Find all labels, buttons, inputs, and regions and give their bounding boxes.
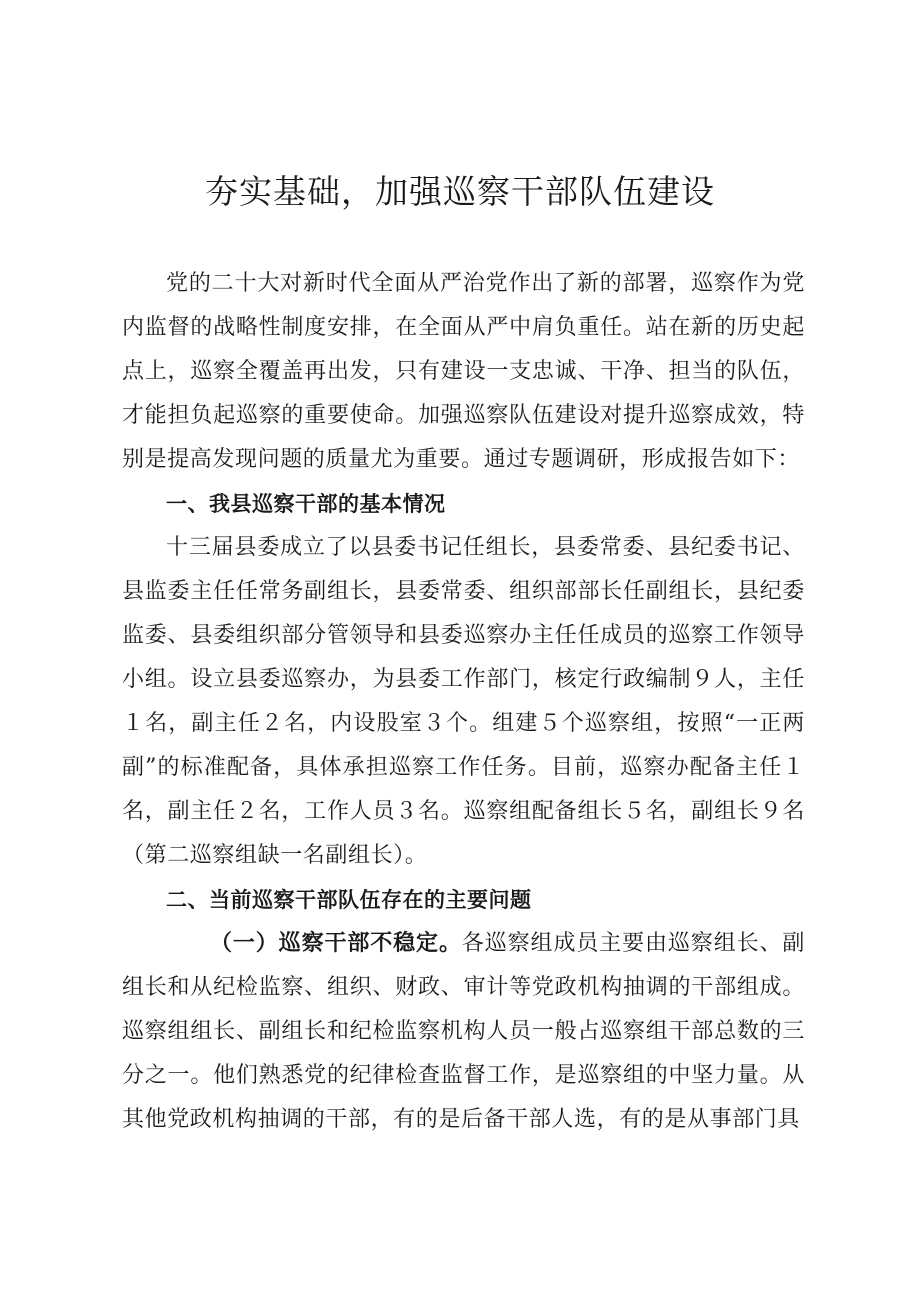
section-2-sub-1-lead: （一）巡察干部不稳定。: [210, 931, 462, 956]
section-2-sub-1-paragraph: [122, 922, 805, 1142]
document-title: 夯实基础，加强巡察干部队伍建设: [205, 172, 715, 211]
document-body: [122, 262, 805, 1142]
section-2-sub-1-text: 各巡察组成员主要由巡察组长、副组长和从纪检监察、组织、财政、审计等党政机构抽调的干部组成。巡察组组长、副组长和纪检监察机构人员一般占巡察组干部总数的三分之一。他们熟悉党的纪律检查监督工作，是巡察组的中坚力量。从其他党政机构抽调的干部，有的是后备干部人选，有的是从事部门具: [122, 931, 805, 1132]
intro-paragraph: 党的二十大对新时代全面从严治党作出了新的部署，巡察作为党内监督的战略性制度安排，在全面从严中肩负重任。站在新的历史起点上，巡察全覆盖再出发，只有建设一支忠诚、干净、担当的队伍，才能担负起巡察的重要使命。加强巡察队伍建设对提升巡察成效，特别是提高发现问题的质量尤为重要。通过专题调研，形成报告如下：: [122, 271, 805, 472]
section-2-heading: 二、当前巡察干部队伍存在的主要问题: [166, 888, 532, 912]
section-1-paragraph: 十三届县委成立了以县委书记任组长，县委常委、县纪委书记、县监委主任任常务副组长，县委常委、组织部部长任副组长，县纪委监委、县委组织部分管领导和县委巡察办主任任成员的巡察工作领导小组。设立县委巡察办，为县委工作部门，核定行政编制９人，主任１名，副主任２名，内设股室３个。组建５个巡察组，按照“一正两副”的标准配备，具体承担巡察工作任务。目前，巡察办配备主任１名，副主任２名，工作人员３名。巡察组配备组长５名，副组长９名（第二巡察组缺一名副组长）。: [122, 535, 805, 868]
section-1-heading: 一、我县巡察干部的基本情况: [166, 492, 446, 516]
